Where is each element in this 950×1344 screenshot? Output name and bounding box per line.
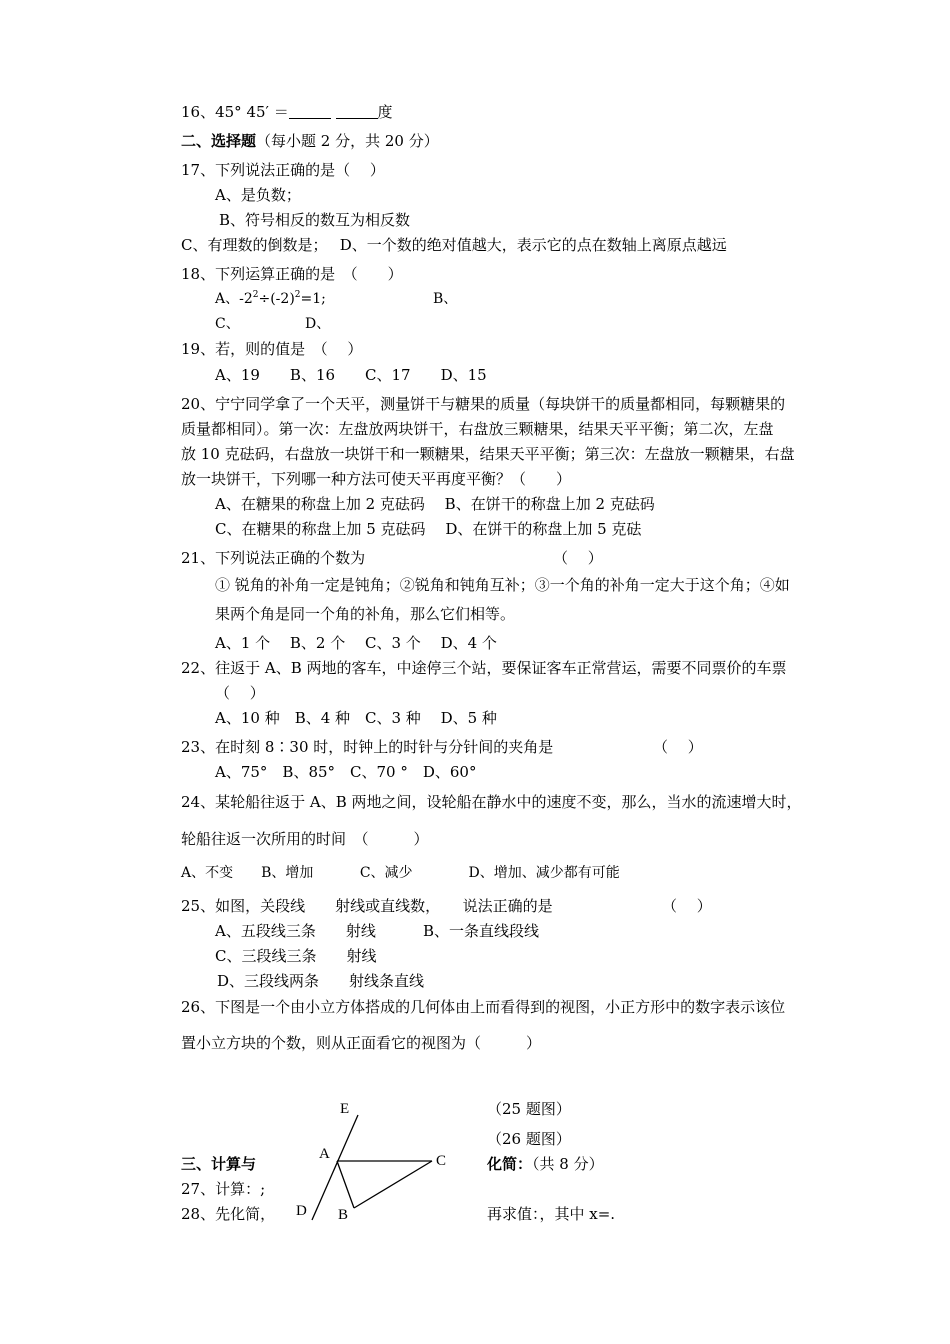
q25-answer-paren: （ ） (662, 897, 712, 915)
q21-line-1: ① 锐角的补角一定是钝角；②锐角和钝角互补；③一个角的补角一定大于这个角；④如 (215, 576, 790, 594)
q21-answer-paren: （ ） (553, 549, 603, 567)
segment-ab (337, 1161, 354, 1208)
q17-stem: 17、下列说法正确的是（ ） (181, 161, 385, 179)
q16-unit: 度 (377, 103, 393, 121)
q25-option-c: C、三段线三条 射线 (215, 947, 377, 965)
q25-geometry-figure (290, 1095, 460, 1230)
q17-option-a: A、是负数； (215, 186, 301, 204)
q25-option-b: B、一条直线段线 (423, 922, 540, 940)
q18-stem: 18、下列运算正确的是 （ ） (181, 265, 403, 283)
q18-option-d: D、 (305, 316, 331, 332)
section-3-title-simplify: 化简： (487, 1155, 533, 1173)
point-label-e: E (340, 1101, 350, 1117)
q22-stem: 22、往返于 A、B 两地的客车，中途停三个站，要保证客车正常营运，需要不同票价的车票 (181, 659, 787, 677)
q28-text-right: 再求值：，其中 x=. (487, 1205, 616, 1223)
q18-option-b: B、 (433, 291, 458, 307)
q18-option-a (215, 290, 326, 308)
point-label-c: C (436, 1153, 447, 1169)
q20-line-3: 放 10 克砝码，右盘放一块饼干和一颗糖果，结果天平平衡；第三次：左盘放一颗糖果，右盘 (181, 445, 795, 463)
line-ed (312, 1115, 358, 1220)
point-label-b: B (338, 1207, 349, 1223)
q21-line-2: 果两个角是同一个角的补角，那么它们相等。 (215, 605, 516, 623)
q24-options: A、不变 B、增加 C、减少 D、增加、减少都有可能 (181, 865, 620, 881)
q25-option-d: D、三段线两条 射线条直线 (217, 972, 425, 990)
q24-line-2: 轮船往返一次所用的时间 （ ） (181, 830, 429, 848)
caption-q26-figure: （26 题图） (487, 1130, 571, 1148)
section-2-note: （每小题 2 分，共 20 分） (256, 132, 439, 150)
q17-options-cd: C、有理数的倒数是； D、一个数的绝对值越大，表示它的点在数轴上离原点越远 (181, 236, 727, 254)
section-2-title: 二、选择题 (181, 132, 257, 150)
q25-option-a: A、五段线三条 射线 (215, 922, 376, 940)
q18-a-exponent-1: 2 (252, 290, 259, 300)
q19-options: A、19 B、16 C、17 D、15 (215, 366, 487, 384)
q27-text: 27、计算：; (181, 1180, 266, 1198)
section-2-heading (181, 132, 439, 150)
q18-a-part-2: ÷(-2) (258, 291, 295, 307)
point-label-a: A (319, 1146, 330, 1162)
caption-q25-figure: （25 题图） (487, 1100, 571, 1118)
point-label-d: D (296, 1203, 307, 1219)
q20-options-cd: C、在糖果的称盘上加 5 克砝码 D、在饼干的称盘上加 5 克砝 (215, 520, 642, 538)
q26-line-2: 置小立方块的个数，则从正面看它的视图为（ ） (181, 1034, 542, 1052)
q25-stem: 25、如图，关段线 射线或直线数， 说法正确的是 (181, 897, 553, 915)
segment-bc (354, 1161, 432, 1208)
q20-line-1: 20、宁宁同学拿了一个天平，测量饼干与糖果的质量（每块饼干的质量都相同，每颗糖果的 (181, 395, 786, 413)
q16-expression: 45° 45′ ＝ (215, 103, 289, 121)
q24-line-1: 24、某轮船往返于 A、B 两地之间，设轮船在静水中的速度不变，那么，当水的流速增大时， (181, 793, 802, 811)
q21-options: A、1 个 B、2 个 C、3 个 D、4 个 (215, 634, 497, 652)
q26-line-1: 26、下图是一个由小立方体搭成的几何体由上而看得到的视图，小正方形中的数字表示该位 (181, 998, 786, 1016)
q16-number: 16、 (181, 103, 216, 121)
q23-answer-paren: （ ） (653, 738, 703, 756)
q22-options: A、10 种 B、4 种 C、3 种 D、5 种 (215, 709, 497, 727)
q18-option-c: C、 (215, 316, 240, 332)
section-3-title-left: 三、计算与 (181, 1155, 257, 1173)
q22-answer-paren: （ ） (215, 684, 265, 702)
q20-line-2: 质量都相同）。第一次：左盘放两块饼干，右盘放三颗糖果，结果天平平衡；第二次，左盘 (181, 420, 774, 438)
q19-stem: 19、若，则的值是 （ ） (181, 340, 363, 358)
q16-blank-2[interactable] (336, 104, 378, 119)
q23-stem: 23、在时刻 8∶30 时，时钟上的时针与分针间的夹角是 (181, 738, 554, 756)
section-3-title-right (487, 1155, 604, 1173)
q23-options: A、75° B、85° C、70 ° D、60° (215, 763, 477, 781)
q16-line (181, 103, 393, 121)
q18-a-exponent-2: 2 (294, 290, 301, 300)
section-3-note: （共 8 分） (532, 1155, 604, 1173)
q17-option-b: B、符号相反的数互为相反数 (219, 211, 411, 229)
q21-stem: 21、下列说法正确的个数为 (181, 549, 366, 567)
q28-text: 28、先化简， (181, 1205, 276, 1223)
q16-blank-1[interactable] (289, 104, 331, 119)
q18-a-part-3: =1; (300, 291, 326, 307)
q20-options-ab: A、在糖果的称盘上加 2 克砝码 B、在饼干的称盘上加 2 克砝码 (215, 495, 655, 513)
q18-a-part-1: A、-2 (215, 291, 253, 307)
q20-line-4: 放一块饼干，下列哪一种方法可使天平再度平衡？（ ） (181, 470, 572, 488)
